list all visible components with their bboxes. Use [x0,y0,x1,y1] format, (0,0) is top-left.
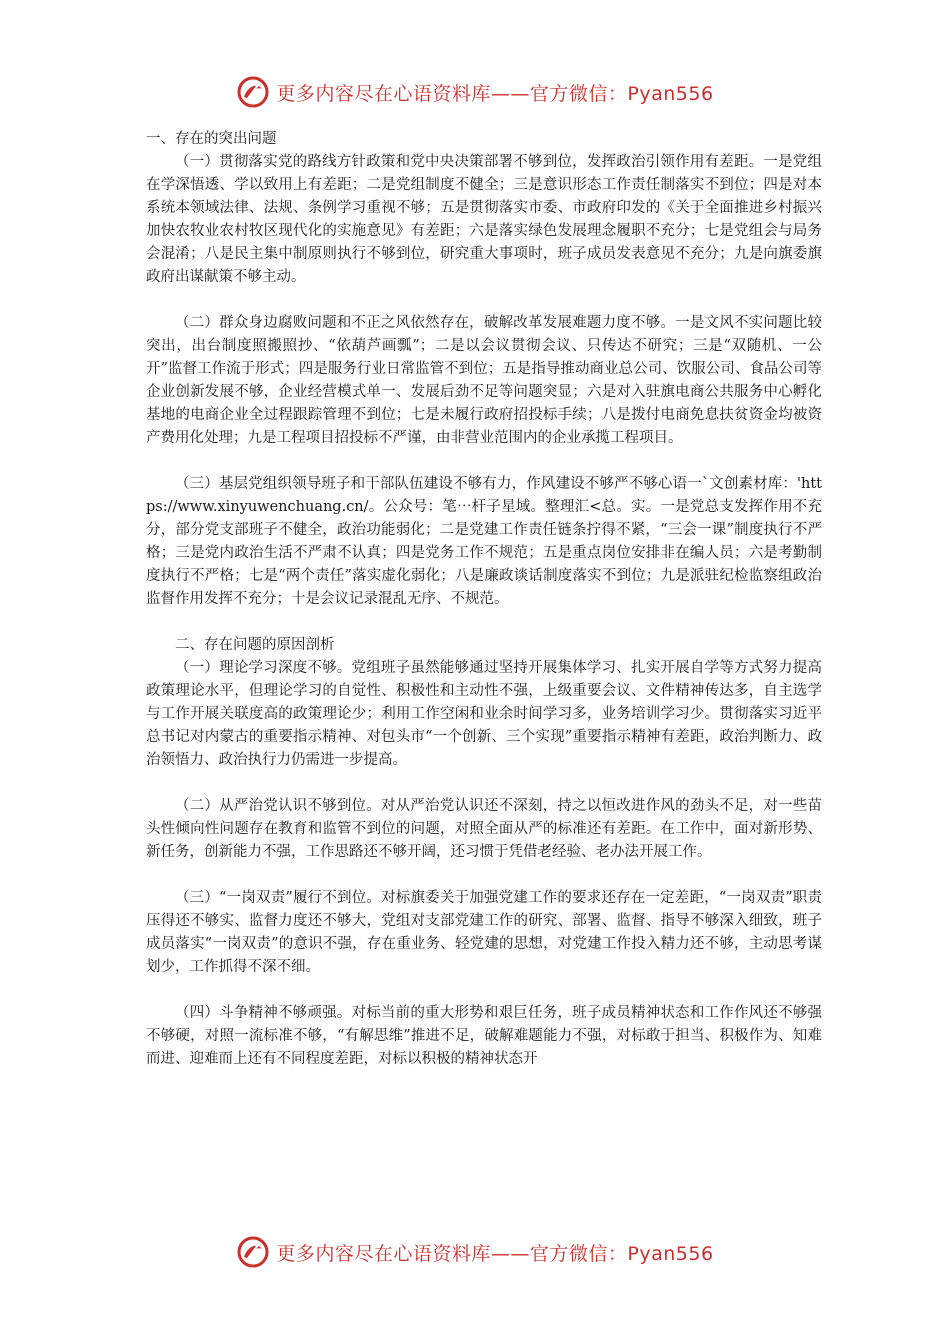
paragraph-5: （二）从严治党认识不够到位。对从严治党认识还不深刻，持之以恒改进作风的劲头不足，对一些苗头性倾向性问题存在教育和监管不到位的问题，对照全面从严的标准还有差距。在工作中，面对新形势、新任务，创新能力不强，工作思路还不够开阔，还习惯于凭借老经验、老办法开展工作。 [146,798,822,860]
logo-swirl-icon [236,75,270,109]
paragraph-3: （三）基层党组织领导班子和干部队伍建设不够有力，作风建设不够严不够心语一`文创素材库：'https://www.xinyuwenchuang.cn/。公众号：笔⋯杆子星域。整理汇<总。实。一是党总支发挥作用不充分，部分党支部班子不健全，政治功能弱化；二是党建工作责任链条拧得不紧，“三会一课”制度执行不严格；三是党内政治生活不严肃不认真；四是党务工作不规范；五是重点岗位安排非在编人员；六是考勤制度执行不严格；七是“两个责任”落实虚化弱化；八是廉政谈话制度落实不到位；九是派驻纪检监察组政治监督作用发挥不充分；十是会议记录混乱无序、不规范。 [146,476,822,607]
footer-watermark-banner [0,1232,950,1272]
paragraph-6: （三）“一岗双责”履行不到位。对标旗委关于加强党建工作的要求还存在一定差距，“一岗双责”职责压得还不够实、监督力度还不够大，党组对支部党建工作的研究、部署、监督、指导不够深入细致，班子成员落实“一岗双责”的意识不强，存在重业务、轻党建的思想，对党建工作投入精力还不够，主动思考谋划少，工作抓得不深不细。 [146,890,822,975]
paragraph-1: （一）贯彻落实党的路线方针政策和党中央决策部署不够到位，发挥政治引领作用有差距。一是党组在学深悟透、学以致用上有差距；二是党组制度不健全；三是意识形态工作责任制落实不到位；四是对本系统本领域法律、法规、条例学习重视不够；五是贯彻落实市委、市政府印发的《关于全面推进乡村振兴加快农牧业农村牧区现代化的实施意见》有差距；六是落实绿色发展理念履职不充分；七是党组会与局务会混淆；八是民主集中制原则执行不够到位，研究重大事项时，班子成员发表意见不充分；九是向旗委旗政府出谋献策不够主动。 [146,154,822,285]
banner-text: 更多内容尽在心语资料库——官方微信：Pyan556 [276,1242,714,1265]
header-watermark-banner [0,72,950,112]
logo-swirl-icon [236,1235,270,1269]
section-heading-1: 一、存在的突出问题 [146,131,277,147]
banner-text: 更多内容尽在心语资料库——官方微信：Pyan556 [276,82,714,105]
paragraph-7: （四）斗争精神不够顽强。对标当前的重大形势和艰巨任务，班子成员精神状态和工作作风还不够强不够硬，对照一流标准不够，“有解思维”推进不足，破解难题能力不强，对标敢于担当、积极作为、知难而进、迎难而上还有不同程度差距，对标以积极的精神状态开 [146,1005,822,1067]
paragraph-2: （二）群众身边腐败问题和不正之风依然存在，破解改革发展难题力度不够。一是文风不实问题比较突出，出台制度照搬照抄、“依葫芦画瓢”；二是以会议贯彻会议、只传达不研究；三是“双随机、一公开”监督工作流于形式；四是服务行业日常监管不到位；五是指导推动商业总公司、饮服公司、食品公司等企业创新发展不够，企业经营模式单一、发展后劲不足等问题突显；六是对入驻旗电商公共服务中心孵化基地的电商企业全过程跟踪管理不到位；七是未履行政府招投标手续；八是拨付电商免息扶贫资金均被资产费用化处理；九是工程项目招投标不严谨，由非营业范围内的企业承揽工程项目。 [146,315,822,446]
document-body [146,128,822,1071]
section-heading-2: 二、存在问题的原因剖析 [175,637,335,653]
paragraph-4: （一）理论学习深度不够。党组班子虽然能够通过坚持开展集体学习、扎实开展自学等方式努力提高政策理论水平，但理论学习的自觉性、积极性和主动性不强，上级重要会议、文件精神传达多，自主选学与工作开展关联度高的政策理论少；利用工作空闲和业余时间学习多，业务培训学习少。贯彻落实习近平总书记对内蒙古的重要指示精神、对包头市“一个创新、三个实现”重要指示精神有差距，政治判断力、政治领悟力、政治执行力仍需进一步提高。 [146,660,822,768]
